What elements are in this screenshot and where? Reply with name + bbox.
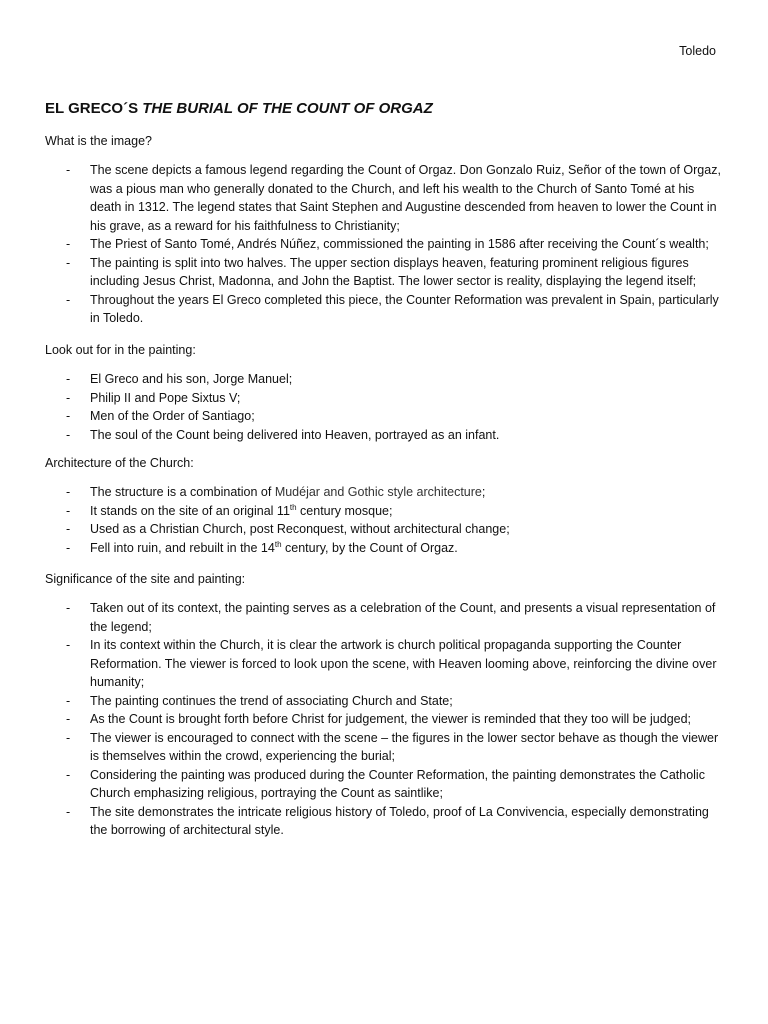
bullet-list-look-out [45, 370, 725, 444]
highlighted-text: Mudéjar and Gothic style architecture [274, 485, 482, 499]
title-italic: THE BURIAL OF THE COUNT OF ORGAZ [142, 100, 433, 117]
bullet-list-significance [45, 599, 725, 840]
list-item: - Throughout the years El Greco completed this piece, the Counter Reformation was prevalent in Spain, particularly in Toledo. [45, 291, 725, 328]
item-text: The structure is a combination of [90, 485, 275, 499]
page-title [45, 100, 433, 117]
superscript: th [274, 539, 282, 549]
list-item: - Considering the painting was produced during the Counter Reformation, the painting demonstrates the Catholic Church emphasizing religious, portraying the Count as saintlike; [45, 766, 725, 803]
list-item [45, 539, 725, 558]
list-item: - The painting is split into two halves. The upper section displays heaven, featuring prominent religious figures including Jesus Christ, Madonna, and John the Baptist. The lower sector is reality, displaying the legend itself; [45, 254, 725, 291]
item-text: It stands on the site of an original 11 [90, 503, 290, 518]
item-text: ; [481, 485, 486, 499]
list-item: - Philip II and Pope Sixtus V; [45, 389, 725, 408]
list-item: - As the Count is brought forth before Christ for judgement, the viewer is reminded that they too will be judged; [45, 710, 725, 729]
list-item: - Taken out of its context, the painting serves as a celebration of the Count, and presents a visual representation of the legend; [45, 599, 725, 636]
list-item: - The painting continues the trend of associating Church and State; [45, 692, 725, 711]
item-text: Fell into ruin, and rebuilt in the 14 [90, 540, 275, 555]
title-prefix: EL GRECO´S [45, 100, 143, 117]
list-item [45, 502, 725, 521]
item-text: century, by the Count of Orgaz. [281, 540, 458, 555]
section-heading-look-out: Look out for in the painting: [45, 343, 196, 357]
list-item: - Used as a Christian Church, post Reconquest, without architectural change; [45, 520, 725, 539]
bullet-list-architecture [45, 483, 725, 557]
superscript: th [289, 502, 297, 512]
list-item: - Men of the Order of Santiago; [45, 407, 725, 426]
list-item: - The Priest of Santo Tomé, Andrés Núñez, commissioned the painting in 1586 after receiving the Count´s wealth; [45, 235, 725, 254]
section-heading-significance: Significance of the site and painting: [45, 572, 246, 586]
list-item: - The site demonstrates the intricate religious history of Toledo, proof of La Convivencia, especially demonstrating the borrowing of architectural style. [45, 803, 725, 840]
list-item: - The scene depicts a famous legend regarding the Count of Orgaz. Don Gonzalo Ruiz, Señor of the town of Orgaz, was a pious man who generally donated to the Church, and left his wealth to the Church of Santo Tomé at his death in 1312. The legend states that Saint Stephen and Augustine descended from heaven to lower the Count in his grave, as a reward for his faithfulness to Christianity; [45, 161, 725, 235]
section-heading-architecture: Architecture of the Church: [45, 456, 194, 470]
list-item: - The viewer is encouraged to connect with the scene – the figures in the lower sector behave as though the viewer is themselves within the crowd, experiencing the burial; [45, 729, 725, 766]
bullet-list-image [45, 161, 725, 328]
item-text: century mosque; [296, 503, 393, 518]
header-place: Toledo [679, 44, 716, 58]
list-item: - In its context within the Church, it is clear the artwork is church political propaganda supporting the Counter Reformation. The viewer is forced to look upon the scene, with Heaven looming above, reinforcing the divine over humanity; [45, 636, 725, 692]
section-heading-image: What is the image? [45, 134, 152, 148]
list-item: - The soul of the Count being delivered into Heaven, portrayed as an infant. [45, 426, 725, 445]
list-item [45, 483, 725, 502]
list-item: - El Greco and his son, Jorge Manuel; [45, 370, 725, 389]
